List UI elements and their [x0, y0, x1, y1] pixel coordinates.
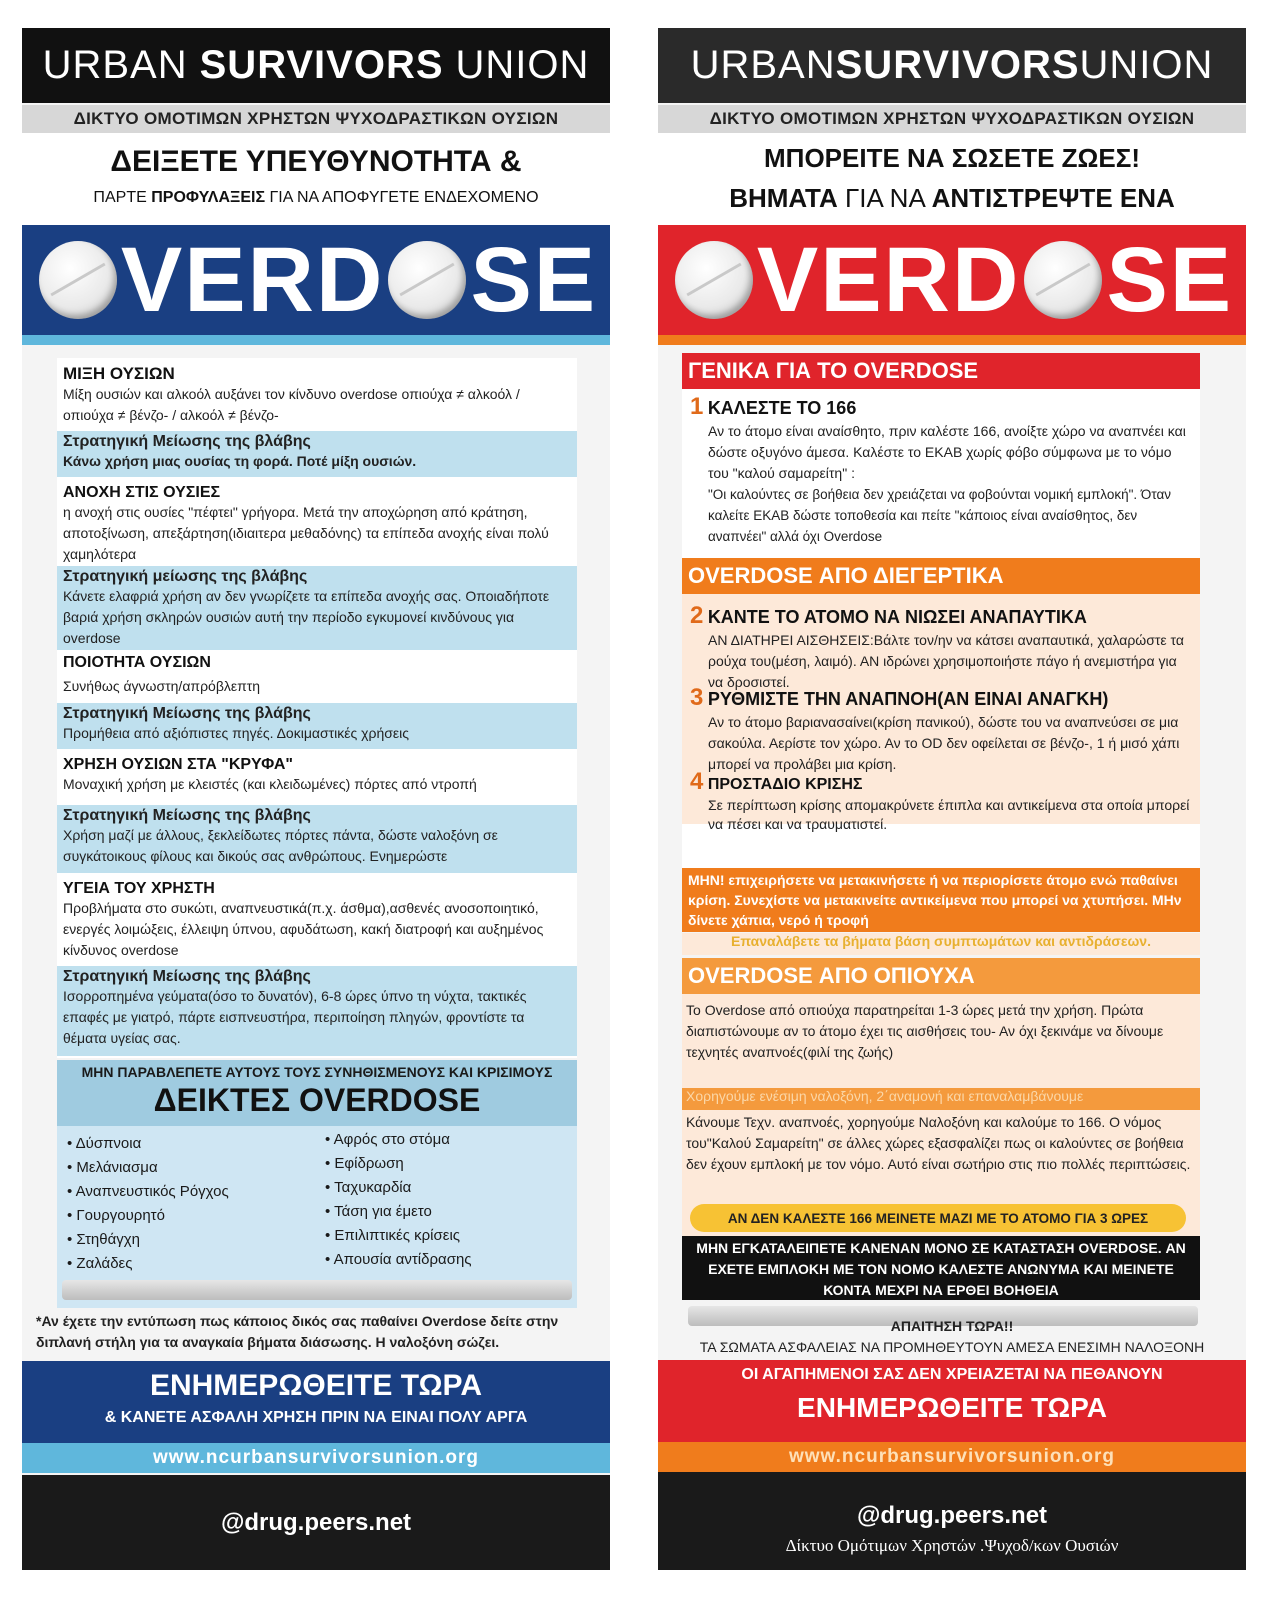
- social-handle[interactable]: @drug.peers.net: [22, 1475, 610, 1570]
- step-3-text: Αν το άτομο βαριανασαίνει(κρίση πανικού), δώστε του να αναπνεύσει σε μια σακούλα. Αερίστε τον χώρο. Αν το OD δεν οφείλεται σε βένζο-, 1 ή μισό χάπι μπορεί να προλάβει μια κρίση.: [708, 714, 1180, 772]
- cta-title: ΕΝΗΜΕΡΩΘΕΙΤΕ ΤΩΡΑ: [149, 1369, 483, 1402]
- hidden-use-section: [57, 752, 577, 802]
- quality-title: ΠΟΙΟΤΗΤΑ ΟΥΣΙΩΝ: [63, 654, 211, 671]
- banner-stripe: [22, 335, 610, 345]
- steps-card: [682, 353, 1200, 928]
- step-4-title: ΠΡΟΣΤΑΔΙΟ ΚΡΙΣΗΣ: [707, 776, 863, 793]
- headline-area: [22, 133, 610, 225]
- headline-2-post: ΓΙΑ ΝΑ ΑΠΟΦΥΓΕΤΕ ΕΝΔΕΧΟΜΕΝΟ: [265, 189, 539, 206]
- pill-icon: [675, 241, 753, 319]
- brand-pre: URBAN: [690, 43, 836, 87]
- strat-title-2: Στρατηγική μείωσης της βλάβης: [63, 568, 308, 585]
- step-3-title: ΡΥΘΜΙΣΤΕ ΤΗΝ ΑΝΑΠΝΟΗ(ΑΝ ΕΙΝΑΙ ΑΝΑΓΚΗ): [707, 689, 1109, 709]
- indicator-item: • Εφίδρωση: [325, 1155, 404, 1172]
- indicator-item: • Τάση για έμετο: [325, 1203, 432, 1220]
- indicators-col-2: [325, 1128, 472, 1272]
- indicators-intro: ΜΗΝ ΠΑΡΑΒΛΕΠΕΤΕ ΑΥΤΟΥΣ ΤΟΥΣ ΣΥΝΗΘΙΣΜΕΝΟΥΣ ΚΑΙ ΚΡΙΣΙΜΟΥΣ: [81, 1064, 553, 1080]
- banner-se: SE: [1106, 228, 1234, 331]
- network-caption: Δίκτυο Ομότιμων Χρηστών .Ψυχοδ/κων Ουσιών: [785, 1536, 1119, 1555]
- brand-bar: [22, 28, 610, 103]
- strat-title-3: Στρατηγική Μείωσης της βλάβης: [63, 705, 311, 722]
- demand-title: ΑΠΑΙΤΗΣΗ ΤΩΡΑ!!: [890, 1318, 1014, 1334]
- step-2-title: ΚΑΝΤΕ ΤΟ ΑΤΟΜΟ ΝΑ ΝΙΩΣΕΙ ΑΝΑΠΑΥΤΙΚΑ: [707, 607, 1087, 627]
- overdose-banner: [658, 225, 1246, 335]
- naloxone-band: Χορηγούμε ενέσιμη ναλοξόνη, 2΄αναμονή και επαναλαμβάνουμε: [682, 1088, 1200, 1110]
- pill-icon: [1024, 241, 1102, 319]
- health-text: Προβλήματα στο συκώτι, αναπνευστικά(π.χ. άσθμα),ασθενές ανοσοποιητικό, ενεργές λοιμώξεις, έλλειψη ύπνου, αφυδάτωση, κακή διατροφή και αυξημένος κίνδυνος overdose: [63, 900, 544, 958]
- step-1-title: ΚΑΛΕΣΤΕ ΤΟ 166: [707, 398, 857, 418]
- indicator-item: • Απουσία αντίδρασης: [325, 1251, 472, 1268]
- naloxone-text: Κάνουμε Τεχν. αναπνοές, χορηγούμε Ναλοξόνη και καλούμε το 166. Ο νόμος του"Καλού Σαμαρείτη" σε άλλες χώρες εξασφαλίζει πως οι καλούντες σε βοήθεια δεν έχουν εμπλοκή με τον νόμο. Αυτό είναι σωτήριο στις πιο πολλές περιπτώσεις.: [686, 1114, 1191, 1172]
- strat-title-1: Στρατηγική Μείωσης της βλάβης: [63, 433, 311, 450]
- cta-sub: & ΚΑΝΕΤΕ ΑΣΦΑΛΗ ΧΡΗΣΗ ΠΡΙΝ ΝΑ ΕΙΝΑΙ ΠΟΛΥ ΑΡΓΑ: [104, 1409, 528, 1426]
- pill-icon: [388, 241, 466, 319]
- indicator-item: • Ζαλάδες: [67, 1255, 133, 1272]
- indicator-item: • Ταχυκαρδία: [325, 1179, 412, 1196]
- step-4-text: Σε περίπτωση κρίσης απομακρύνετε έπιπλα και αντικείμενα στα οποία μπορεί να πέσει και να τραυματιστεί.: [708, 797, 1190, 832]
- strat-section-3: [57, 703, 577, 749]
- brand-bold: SURVIVORS: [199, 43, 444, 87]
- harm-reduction-card: [57, 358, 577, 1058]
- handle-block: [658, 1472, 1246, 1570]
- repeat-note: Επαναλάβετε τα βήματα βάση συμπτωμάτων και αντιδράσεων.: [682, 933, 1200, 955]
- network-strip: ΔΙΚΤΥΟ ΟΜΟΤΙΜΩΝ ΧΡΗΣΤΩΝ ΨΥΧΟΔΡΑΣΤΙΚΩΝ ΟΥΣΙΩΝ: [22, 105, 610, 133]
- step-2: [690, 602, 1194, 693]
- stimulants-title: OVERDOSE ΑΠΟ ΔΙΕΓΕΡΤΙΚΑ: [682, 558, 1200, 594]
- indicators-title: ΔΕΙΚΤΕΣ OVERDOSE: [153, 1082, 481, 1118]
- strat-section-4: [57, 805, 577, 873]
- strat-text-1: Κάνω χρήση μιας ουσίας τη φορά. Ποτέ μίξη ουσιών.: [63, 453, 417, 469]
- brand-bar: [658, 28, 1246, 103]
- step-4: [690, 768, 1194, 834]
- strat-section-1: [57, 431, 577, 477]
- cta-block: [22, 1361, 610, 1443]
- health-section: [57, 876, 577, 964]
- syringe-icon: [62, 1280, 572, 1300]
- strat-section-2: [57, 566, 577, 650]
- cta-block: [658, 1360, 1246, 1442]
- strat-text-5: Ισορροπημένα γεύματα(όσο το δυνατόν), 6-8 ώρες ύπνο τη νύχτα, τακτικές επαφές με γιατρό, πάρτε εισπνευστήρα, περιποίηση πληγών, φροντίστε τα θέματα υγείας σας.: [63, 988, 527, 1046]
- headline-2: [658, 183, 1246, 214]
- indicator-item: • Γουργουρητό: [67, 1207, 165, 1224]
- hidden-use-title: ΧΡΗΣΗ ΟΥΣΙΩΝ ΣΤΑ "ΚΡΥΦΑ": [63, 756, 293, 773]
- overdose-banner: [22, 225, 610, 335]
- headline-area: [658, 133, 1246, 225]
- network-strip: ΔΙΚΤΥΟ ΟΜΟΤΙΜΩΝ ΧΡΗΣΤΩΝ ΨΥΧΟΔΡΑΣΤΙΚΩΝ ΟΥΣΙΩΝ: [658, 105, 1246, 133]
- strat-title-5: Στρατηγική Μείωσης της βλάβης: [63, 968, 311, 985]
- right-flyer: [658, 28, 1246, 1570]
- brand-post: UNION: [1079, 43, 1214, 87]
- headline-1: ΜΠΟΡΕΙΤΕ ΝΑ ΣΩΣΕΤΕ ΖΩΕΣ!: [764, 143, 1140, 173]
- indicator-item: • Αφρός στο στόμα: [325, 1131, 450, 1148]
- cta-sub: ΟΙ ΑΓΑΠΗΜΕΝΟΙ ΣΑΣ ΔΕΝ ΧΡΕΙΑΖΕΤΑΙ ΝΑ ΠΕΘΑΝΟΥΝ: [741, 1366, 1163, 1383]
- step-3-num: 3: [690, 684, 704, 711]
- mix-title: ΜΙΞΗ ΟΥΣΙΩΝ: [63, 364, 175, 383]
- rescue-note: *Αν έχετε την εντύπωση πως κάποιος δικός σας παθαίνει Overdose δείτε στην διπλανή στήλη για τα αναγκαία βήματα διάσωσης. Η ναλοξόνη σώζει.: [36, 1313, 559, 1350]
- indicators-header: [57, 1060, 577, 1126]
- step-3: [690, 684, 1194, 775]
- tolerance-text: η ανοχή στις ουσίες "πέφτει" γρήγορα. Μετά την αποχώρηση από κράτηση, αποτοξίνωση, απεξάρτηση(ιδιαιτερα μεθαδόνης) τα επίπεδα ανοχής είναι πολύ χαμηλότερα: [63, 504, 549, 562]
- quality-text: Συνήθως άγνωστη/απρόβλεπτη: [63, 678, 261, 694]
- step-2-text: ΑΝ ΔΙΑΤΗΡΕΙ ΑΙΣΘΗΣΕΙΣ:Βάλτε τον/ην να κάτσει αναπαυτικά, χαλαρώστε τα ρούχα του(μέση, λαιμό). ΑΝ ιδρώνει χρησιμοποιήστε πάγο ή ανεμιστήρα για να δροσιστεί.: [708, 632, 1184, 690]
- general-title: ΓΕΝΙΚΑ ΓΙΑ ΤΟ OVERDOSE: [682, 353, 1200, 389]
- banner-stripe: [658, 335, 1246, 345]
- tolerance-section: [57, 480, 577, 564]
- headline-2-mid: ΓΙΑ ΝΑ: [837, 183, 932, 213]
- step-1: [690, 393, 1194, 547]
- stay-3-hours-pill: ΑΝ ΔΕΝ ΚΑΛΕΣΤΕ 166 ΜΕΙΝΕΤΕ ΜΑΖΙ ΜΕ ΤΟ ΑΤΟΜΟ ΓΙΑ 3 ΩΡΕΣ: [690, 1204, 1186, 1232]
- mix-section: [57, 358, 577, 428]
- step-4-num: 4: [690, 768, 704, 795]
- stimulant-steps: [682, 594, 1200, 832]
- step-1-num: 1: [690, 393, 704, 420]
- strat-section-5: [57, 966, 577, 1056]
- website-link[interactable]: www.ncurbansurvivorsunion.org: [658, 1442, 1246, 1472]
- tolerance-title: ΑΝΟΧΗ ΣΤΙΣ ΟΥΣΙΕΣ: [63, 484, 221, 501]
- opioid-text: Το Overdose από οπιούχα παρατηρείται 1-3 ώρες μετά την χρήση. Πρώτα διαπιστώνουμε αν το άτομο έχει τις αισθήσεις του- Αν όχι ξεκινάμε να δίνουμε τεχνητές αναπνοές(φιλί της ζωής): [686, 1002, 1164, 1060]
- headline-2: [22, 189, 610, 207]
- headline-2-bold-1: ΒΗΜΑΤΑ: [729, 183, 838, 213]
- headline-2-bold: ΠΡΟΦΥΛΑΞΕΙΣ: [151, 189, 266, 206]
- quality-section: [57, 652, 577, 700]
- mix-text: Μίξη ουσιών και αλκοόλ αυξάνει τον κίνδυνο overdose οπιούχα ≠ αλκοόλ / οπιούχα ≠ βένζο- / αλκοόλ ≠ βένζο-: [63, 386, 520, 423]
- headline-2-bold-2: ΑΝΤΙΣΤΡΕΨΤΕ ΕΝΑ: [931, 183, 1175, 213]
- overdose-word: [671, 228, 1233, 333]
- indicators-box: [57, 1060, 577, 1308]
- indicator-item: • Μελάνιασμα: [67, 1159, 158, 1176]
- indicators-col-1: [67, 1132, 229, 1276]
- banner-verd: VERD: [120, 228, 385, 331]
- step-1-text: Αν το άτομο είναι αναίσθητο, πριν καλέστε 166, ανοίξτε χώρο να αναπνέει και δώστε οξυγόνο άμεσα. Καλέστε το ΕΚΑΒ χωρίς φόβο σύμφωνα με το νόμο του "καλού σαμαρείτη" :: [708, 423, 1186, 481]
- banner-se: SE: [470, 228, 598, 331]
- health-title: ΥΓΕΙΑ ΤΟΥ ΧΡΗΣΤΗ: [63, 880, 215, 897]
- demand-text: ΤΑ ΣΩΜΑΤΑ ΑΣΦΑΛΕΙΑΣ ΝΑ ΠΡΟΜΗΘΕΥΤΟΥΝ ΑΜΕΣΑ ΕΝΕΣΙΜΗ ΝΑΛΟΞΟΝΗ: [699, 1339, 1205, 1355]
- overdose-word: [35, 228, 597, 333]
- indicator-item: • Δύσπνοια: [67, 1135, 142, 1152]
- strat-title-4: Στρατηγική Μείωσης της βλάβης: [63, 807, 311, 824]
- strat-text-2: Κάνετε ελαφριά χρήση αν δεν γνωρίζετε τα επίπεδα ανοχής σας. Οποιαδήποτε βαριά χρήση σκληρών ουσιών αυτή την περίοδο εγκυμονεί κινδύνους για overdose: [63, 588, 550, 646]
- step-2-num: 2: [690, 602, 704, 629]
- headline-1: ΔΕΙΞΕΤΕ ΥΠΕΥΘΥΝΟΤΗΤΑ &: [110, 145, 522, 178]
- pill-icon: [39, 241, 117, 319]
- headline-2-pre: ΠΑΡΤΕ: [93, 189, 152, 206]
- opioid-card: [682, 958, 1200, 1268]
- brand-bold: SURVIVORS: [835, 43, 1080, 87]
- indicator-item: • Επιλιπτικές κρίσεις: [325, 1227, 461, 1244]
- strat-text-3: Προμήθεια από αξιόπιστες πηγές. Δοκιμαστικές χρήσεις: [63, 725, 409, 741]
- dont-abandon-box: ΜΗΝ ΕΓΚΑΤΑΛΕΙΠΕΤΕ ΚΑΝΕΝΑΝ ΜΟΝΟ ΣΕ ΚΑΤΑΣΤΑΣΗ OVERDOSE. ΑΝ ΕΧΕΤΕ ΕΜΠΛΟΚΗ ΜΕ ΤΟΝ ΝΟΜΟ ΚΑΛΕΣΤΕ ΑΝΩΝΥΜΑ ΚΑΙ ΜΕΙΝΕΤΕ ΚΟΝΤΑ ΜΕΧΡΙ ΝΑ ΕΡΘΕΙ ΒΟΗΘΕΙΑ: [682, 1236, 1200, 1300]
- banner-verd: VERD: [756, 228, 1021, 331]
- social-handle[interactable]: @drug.peers.net: [856, 1502, 1048, 1529]
- brand-post: UNION: [455, 43, 590, 87]
- indicator-item: • Στηθάγχη: [67, 1231, 140, 1248]
- warning-banner: ΜΗΝ! επιχειρήσετε να μετακινήσετε ή να περιορίσετε άτομο ενώ παθαίνει κρίση. Συνεχίστε να μετακινείτε αντικείμενα που μπορεί να χτυπήσει. ΜΗν δίνετε χάπια, νερό ή τροφή: [682, 868, 1200, 932]
- indicator-item: • Αναπνευστικός Ρόγχος: [67, 1183, 229, 1200]
- cta-title: ΕΝΗΜΕΡΩΘΕΙΤΕ ΤΩΡΑ: [797, 1392, 1107, 1423]
- strat-text-4: Χρήση μαζί με άλλους, ξεκλείδωτες πόρτες πάντα, δώστε ναλοξόνη σε συγκάτοικους φίλους και δικούς σας ανθρώπους. Ενημερώστε: [63, 827, 498, 864]
- left-flyer: [22, 28, 610, 1570]
- step-1-quote: "Οι καλούντες σε βοήθεια δεν χρειάζεται να φοβούνται νομική εμπλοκή". Όταν καλείτε ΕΚΑΒ δώστε τοποθεσία και πείτε "κάποιος είναι αναίσθητος, δεν αναπνέει" αλλά όχι Overdose: [708, 487, 1172, 544]
- hidden-use-text: Μοναχική χρήση με κλειστές (και κλειδωμένες) πόρτες από ντροπή: [63, 776, 477, 792]
- website-link[interactable]: www.ncurbansurvivorsunion.org: [22, 1443, 610, 1473]
- brand-pre: URBAN: [42, 43, 188, 87]
- opioid-title: OVERDOSE ΑΠΟ ΟΠΙΟΥΧΑ: [682, 958, 1200, 994]
